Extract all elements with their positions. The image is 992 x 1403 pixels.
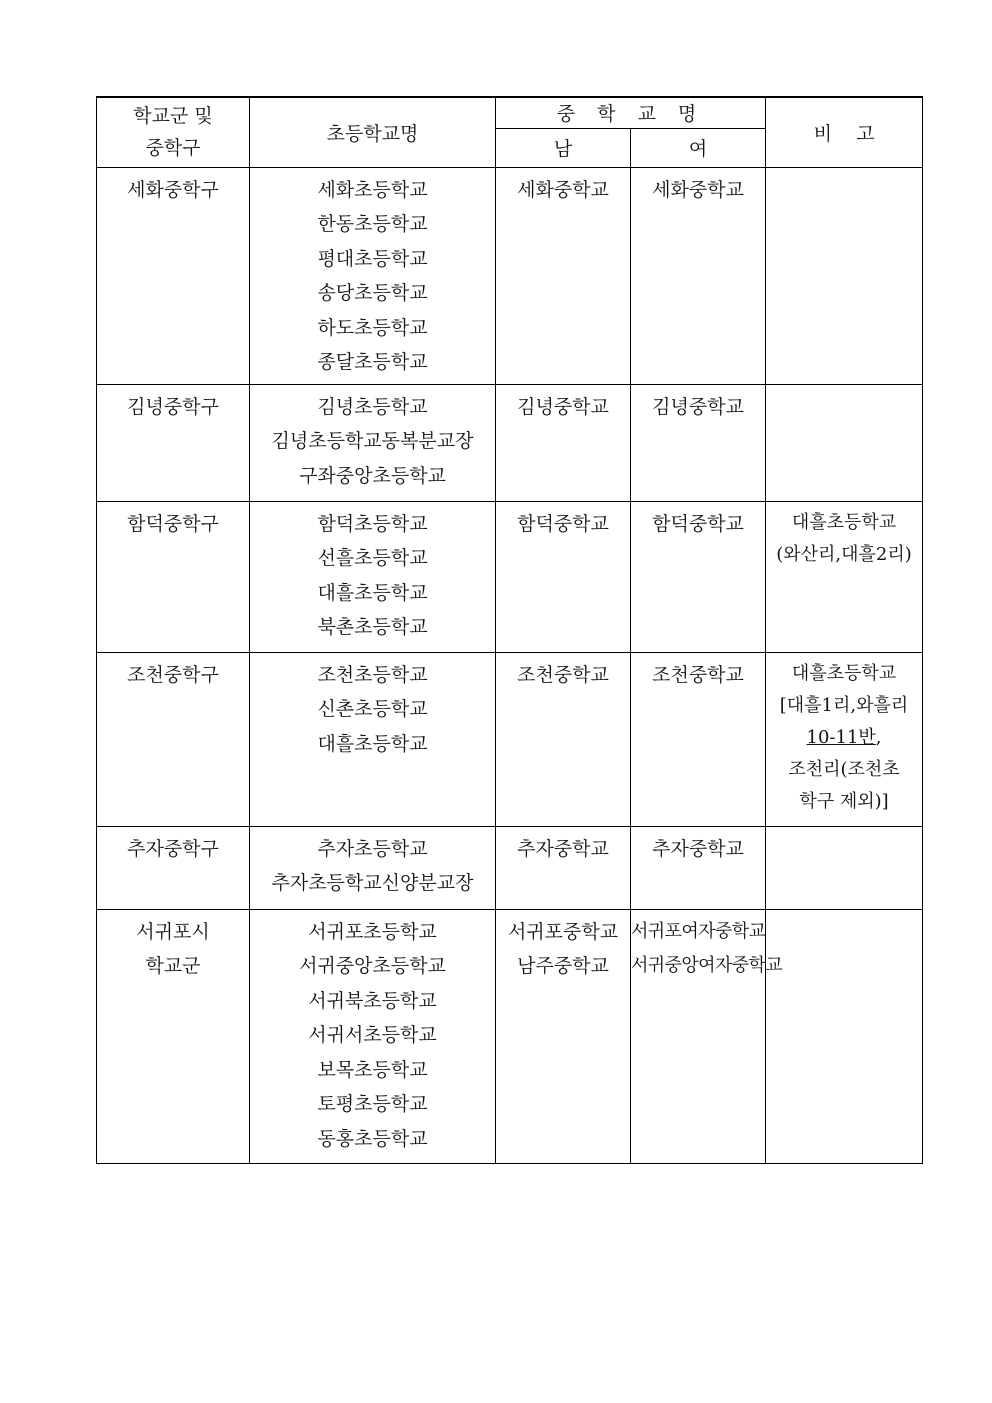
- male-middle-school-cell: [496, 909, 631, 1163]
- elementary-line: 추자초등학교신양분교장: [271, 872, 474, 895]
- group-line: 세화중학구: [127, 178, 219, 201]
- header-middle-school: 중 학 교 명: [496, 97, 766, 128]
- elementary-line: 보목초등학교: [317, 1058, 428, 1081]
- female-middle-school-cell: [631, 652, 766, 826]
- elementary-line: 북촌초등학교: [317, 616, 428, 639]
- elementary-line: 서귀북초등학교: [308, 989, 437, 1012]
- elementary-schools-cell: [250, 909, 496, 1163]
- remarks-line: 대흘초등학교: [791, 511, 897, 533]
- remarks-line: 대흘초등학교: [791, 662, 897, 684]
- table-row: [97, 909, 923, 1163]
- header-remarks: 비 고: [766, 97, 923, 167]
- table-row: [97, 652, 923, 826]
- table-body: [97, 167, 923, 1163]
- remarks-cell: [766, 826, 923, 909]
- male-line: 세화중학교: [517, 178, 609, 201]
- group-line: 조천중학구: [127, 663, 219, 686]
- female-middle-school-cell: [631, 501, 766, 652]
- elementary-schools-cell: [250, 826, 496, 909]
- table-row: [97, 826, 923, 909]
- school-district-table: [96, 96, 923, 1164]
- elementary-line: 대흘초등학교: [317, 581, 428, 604]
- remarks-cell: [766, 652, 923, 826]
- elementary-schools-cell: [250, 384, 496, 501]
- female-middle-school-cell: [631, 167, 766, 384]
- female-line: 함덕중학교: [652, 512, 744, 535]
- female-line: 조천중학교: [652, 663, 744, 686]
- school-group-cell: [97, 652, 250, 826]
- table-row: [97, 384, 923, 501]
- female-line: 세화중학교: [652, 178, 744, 201]
- male-middle-school-cell: [496, 652, 631, 826]
- male-middle-school-cell: [496, 501, 631, 652]
- school-group-cell: [97, 167, 250, 384]
- elementary-line: 대흘초등학교: [317, 732, 428, 755]
- header-female: 여: [631, 128, 766, 167]
- female-middle-school-cell: [631, 384, 766, 501]
- male-middle-school-cell: [496, 167, 631, 384]
- group-line: 함덕중학구: [127, 512, 219, 535]
- male-line: 조천중학교: [517, 663, 609, 686]
- elementary-line: 동홍초등학교: [317, 1128, 428, 1151]
- header-elementary-school: 초등학교명: [250, 97, 496, 167]
- female-line: 추자중학교: [652, 837, 744, 860]
- elementary-line: 김녕초등학교동복분교장: [271, 430, 474, 453]
- elementary-line: 한동초등학교: [317, 213, 428, 236]
- remarks-line: 조천리(조천초: [788, 758, 900, 780]
- elementary-line: 서귀서초등학교: [308, 1024, 437, 1047]
- elementary-line: 함덕초등학교: [317, 512, 428, 535]
- male-line: 추자중학교: [517, 837, 609, 860]
- header-school-group: 학교군 및 중학구: [97, 97, 250, 167]
- elementary-line: 서귀중앙초등학교: [299, 955, 446, 978]
- elementary-line: 조천초등학교: [317, 663, 428, 686]
- group-line: 김녕중학구: [127, 395, 219, 418]
- group-line: 추자중학구: [127, 837, 219, 860]
- male-line: 서귀포중학교: [507, 920, 619, 943]
- remarks-cell: [766, 501, 923, 652]
- group-line: 학교군: [145, 955, 201, 978]
- male-middle-school-cell: [496, 384, 631, 501]
- remarks-line: 10-11반,: [806, 726, 882, 748]
- elementary-line: 구좌중앙초등학교: [299, 464, 446, 487]
- male-line: 김녕중학교: [517, 395, 609, 418]
- male-line: 남주중학교: [517, 955, 609, 978]
- elementary-line: 송당초등학교: [317, 282, 428, 305]
- elementary-line: 하도초등학교: [317, 316, 428, 339]
- elementary-line: 토평초등학교: [317, 1093, 428, 1116]
- elementary-schools-cell: [250, 652, 496, 826]
- remarks-line: [대흘1리,와흘리: [779, 694, 909, 716]
- remarks-line: (와산리,대흘2리): [776, 543, 912, 565]
- school-group-cell: [97, 384, 250, 501]
- school-group-cell: [97, 501, 250, 652]
- male-middle-school-cell: [496, 826, 631, 909]
- group-line: 서귀포시: [136, 920, 210, 943]
- elementary-line: 김녕초등학교: [317, 395, 428, 418]
- remarks-line: 학구 제외)]: [799, 790, 889, 812]
- female-middle-school-cell: [631, 909, 783, 1163]
- elementary-line: 평대초등학교: [317, 247, 428, 270]
- remarks-cell: [766, 384, 923, 501]
- male-line: 함덕중학교: [517, 512, 609, 535]
- elementary-line: 서귀포초등학교: [308, 920, 437, 943]
- header-male: 남: [496, 128, 631, 167]
- elementary-schools-cell: [250, 167, 496, 384]
- female-line: 김녕중학교: [652, 395, 744, 418]
- female-line: 서귀중앙여자중학교: [631, 955, 783, 977]
- elementary-line: 추자초등학교: [317, 837, 428, 860]
- table-row: [97, 501, 923, 652]
- school-group-cell: [97, 909, 250, 1163]
- female-middle-school-cell: [631, 826, 766, 909]
- elementary-line: 종달초등학교: [317, 351, 428, 374]
- elementary-line: 선흘초등학교: [317, 547, 428, 570]
- female-line: 서귀포여자중학교: [631, 920, 766, 942]
- elementary-line: 세화초등학교: [317, 178, 428, 201]
- elementary-schools-cell: [250, 501, 496, 652]
- table-row: [97, 167, 923, 384]
- remarks-cell: [766, 909, 923, 1163]
- remarks-cell: [766, 167, 923, 384]
- elementary-line: 신촌초등학교: [317, 698, 428, 721]
- school-group-cell: [97, 826, 250, 909]
